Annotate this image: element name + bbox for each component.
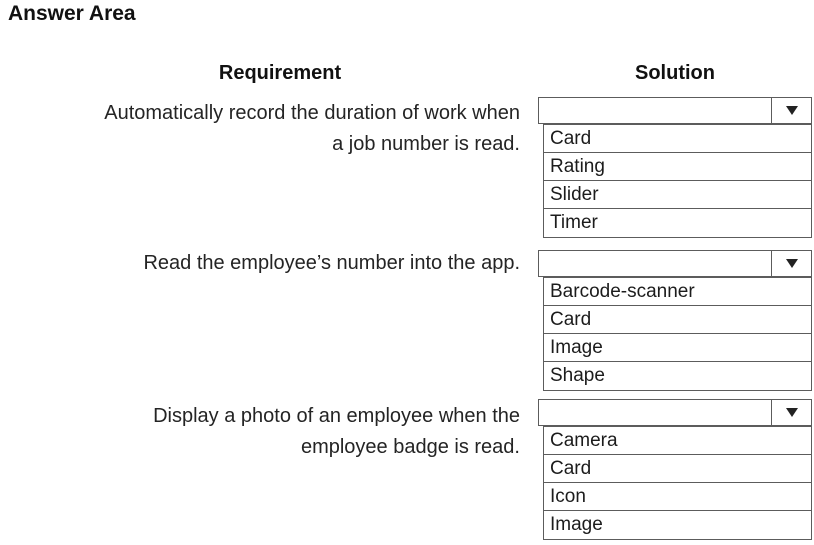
solution-column-header: Solution xyxy=(635,62,715,84)
dropdown-select[interactable] xyxy=(538,399,812,426)
dropdown-option[interactable]: Icon xyxy=(544,483,811,511)
requirement-text xyxy=(18,401,520,463)
dropdown-selected-value xyxy=(539,400,771,425)
dropdown-arrow-button[interactable] xyxy=(771,98,811,123)
dropdown-option[interactable]: Timer xyxy=(550,212,598,233)
dropdown-option[interactable]: Card xyxy=(544,306,811,334)
solution-dropdown xyxy=(538,399,812,540)
dropdown-option[interactable]: Barcode-scanner xyxy=(544,278,811,306)
requirement-line: a job number is read. xyxy=(332,133,520,155)
requirement-column-header: Requirement xyxy=(218,62,342,84)
dropdown-options-list xyxy=(543,426,812,540)
dropdown-select[interactable] xyxy=(538,97,812,124)
dropdown-option[interactable]: Image xyxy=(544,334,811,362)
requirement-line: Display a photo of an employee when the xyxy=(153,405,520,427)
dropdown-option[interactable]: Image xyxy=(550,514,603,535)
dropdown-arrow-button[interactable] xyxy=(771,400,811,425)
page-title: Answer Area xyxy=(8,2,136,25)
requirement-line: Automatically record the duration of work when xyxy=(104,102,520,124)
dropdown-options-list xyxy=(543,277,812,391)
requirement-line: Read the employee’s number into the app. xyxy=(143,252,520,274)
dropdown-options-list xyxy=(543,124,812,238)
dropdown-selected-value xyxy=(539,98,771,123)
dropdown-selected-value xyxy=(539,251,771,276)
dropdown-arrow-icon xyxy=(786,106,798,115)
solution-dropdown xyxy=(538,250,812,391)
dropdown-arrow-icon xyxy=(786,259,798,268)
dropdown-option[interactable]: Rating xyxy=(544,153,811,181)
dropdown-select[interactable] xyxy=(538,250,812,277)
requirement-text xyxy=(18,248,520,279)
requirement-line: employee badge is read. xyxy=(300,436,520,458)
dropdown-option[interactable]: Slider xyxy=(544,181,811,209)
dropdown-option[interactable]: Card xyxy=(544,125,811,153)
dropdown-option[interactable]: Card xyxy=(544,455,811,483)
dropdown-option[interactable]: Shape xyxy=(550,365,605,386)
dropdown-option[interactable]: Camera xyxy=(544,427,811,455)
requirement-text xyxy=(18,98,520,160)
solution-dropdown xyxy=(538,97,812,238)
dropdown-arrow-icon xyxy=(786,408,798,417)
dropdown-arrow-button[interactable] xyxy=(771,251,811,276)
